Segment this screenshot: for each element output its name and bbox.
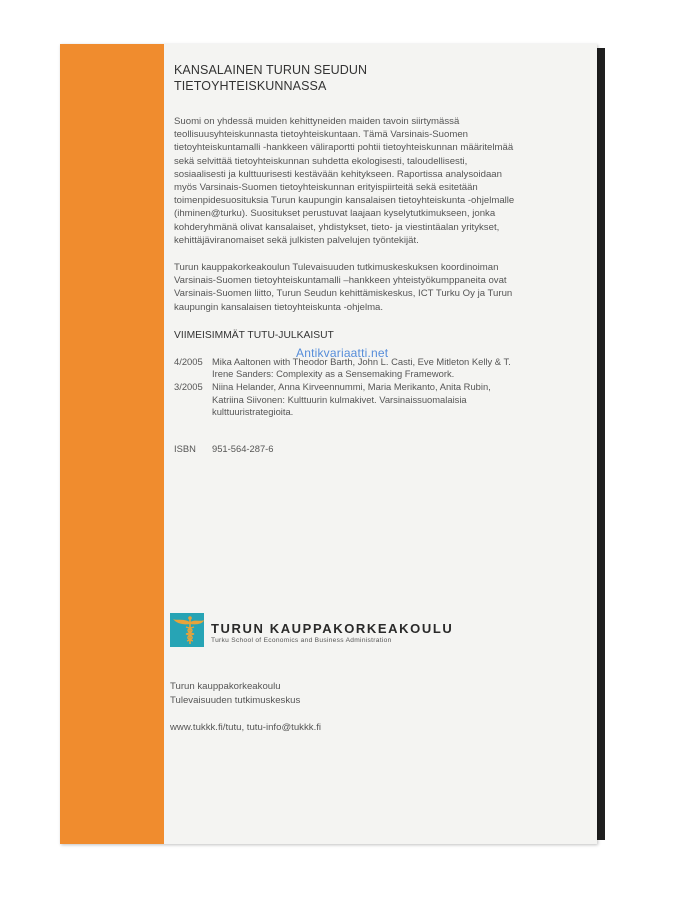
publication-item xyxy=(174,381,519,419)
publisher-line-2: Tulevaisuuden tutkimuskeskus xyxy=(170,694,301,706)
contact-url: www.tukkk.fi/tutu, tutu-info@tukkk.fi xyxy=(170,722,322,733)
title-line-2: TIETOYHTEISKUNNASSA xyxy=(174,79,327,93)
publication-text: Mika Aaltonen with Theodor Barth, John L. Casti, Eve Mitleton Kelly & T. Irene Sanders: Complexity as a Sensemaking Framework. xyxy=(212,355,511,380)
publications-list xyxy=(174,356,519,419)
publisher-info xyxy=(170,680,300,707)
caduceus-icon xyxy=(170,613,204,647)
isbn-label: ISBN xyxy=(174,442,196,454)
university-logo xyxy=(170,613,453,647)
publication-text: Niina Helander, Anna Kirveennummi, Maria Merikanto, Anita Rubin, Katriina Siivonen: Kulttuurin kulmakivet. Varsinaissuomalaisia kulttuuristrategioita. xyxy=(212,381,491,418)
description-paragraph: Suomi on yhdessä muiden kehittyneiden maiden tavoin siirtymässä teollisuusyhteiskunnasta tietoyhteiskuntaan. Tämä Varsinais-Suomen tietoyhteiskuntamalli -hankkeen väliraportti pohtii tietoyhteiskunnan määritelmää sekä selvittää tietoyhteiskunnan suhdetta ekologisesti, taloudellisesti, sosiaalisesti ja kulttuurisesti kestävään kehitykseen. Raportissa analysoidaan myös Varsinais-Suomen tietoyhteiskunnan erityispiirteitä sekä esitetään toimenpidesuosituksia Turun kaupungin kansalaisen tietoyhteiskunta -ohjelmalle (ihminen@turku). Suositukset perustuvat laajaan kyselytutkimukseen, jonka kohderyhmänä olivat kansalaiset, yhdistykset, tieto- ja viestintäalan yritykset, kehittäjäviranomaiset sekä julkisten palvelujen työntekijät. xyxy=(174,116,515,246)
watermark: Antikvariaatti.net xyxy=(296,346,389,360)
book-title xyxy=(174,62,519,94)
publication-code: 4/2005 xyxy=(174,355,203,367)
partners-paragraph: Turun kauppakorkeakoulun Tulevaisuuden tutkimuskeskuksen koordinoiman Varsinais-Suomen tietoyhteiskuntamalli –hankkeen yhteistyökumppaneita ovat Varsinais-Suomen liitto, Turun Seudun kehittämiskeskus, ICT Turku Oy ja Turun kaupungin kansalaisen tietoyhteiskunta -ohjelma. xyxy=(174,262,513,313)
logo-name: TURUN KAUPPAKORKEAKOULU xyxy=(211,620,454,636)
publisher-line-1: Turun kauppakorkeakoulu xyxy=(170,681,281,692)
title-line-1: KANSALAINEN TURUN SEUDUN xyxy=(174,63,368,77)
publication-code: 3/2005 xyxy=(174,381,203,393)
logo-subtitle: Turku School of Economics and Business Administration xyxy=(211,636,392,644)
isbn-line xyxy=(174,443,519,454)
isbn-value: 951-564-287-6 xyxy=(212,442,274,454)
publications-heading: VIIMEISIMMÄT TUTU-JULKAISUT xyxy=(174,329,334,341)
orange-stripe xyxy=(60,44,164,844)
cover-text xyxy=(174,62,519,454)
